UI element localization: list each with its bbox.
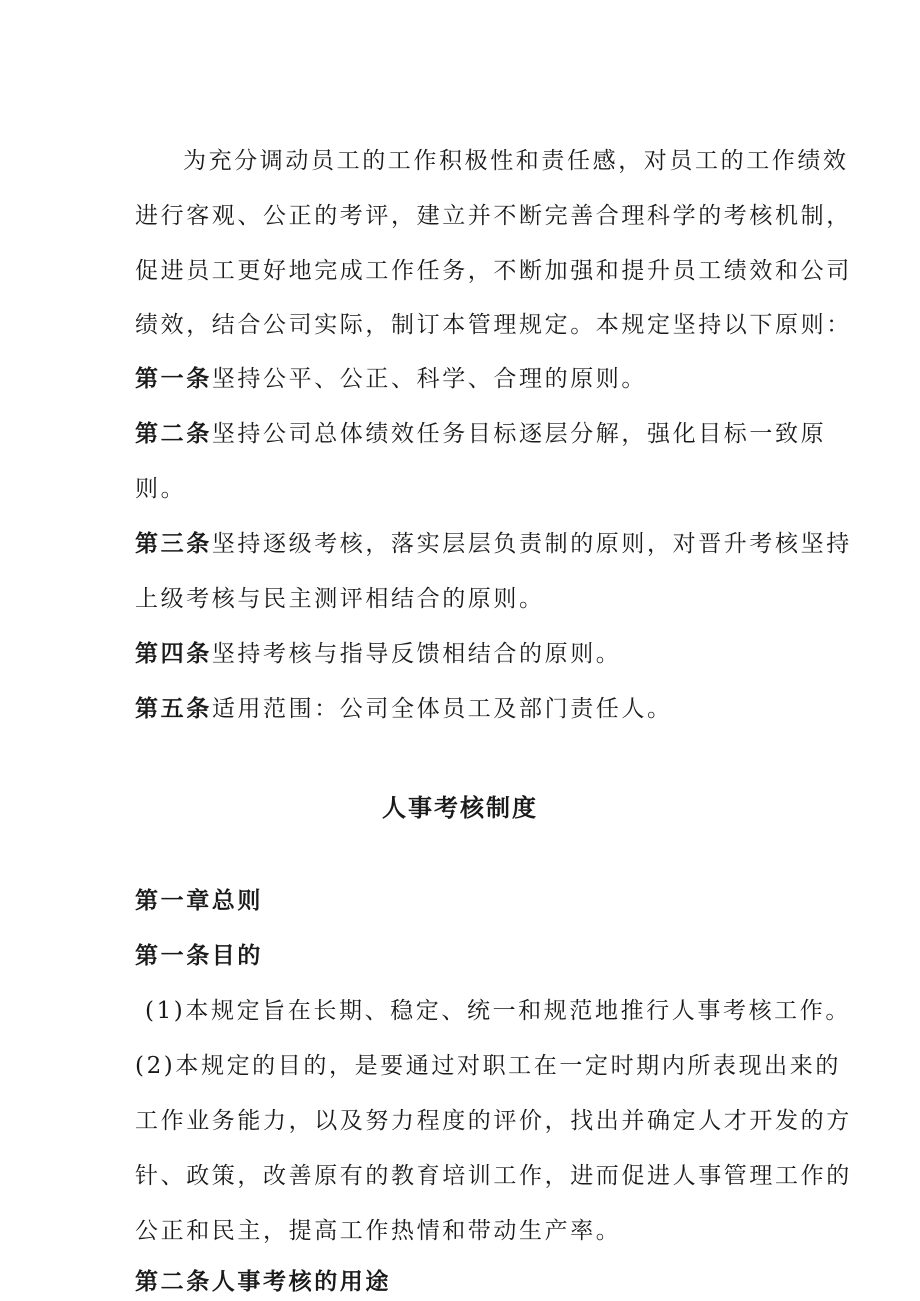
article-2-continued: 则。 — [135, 476, 187, 502]
chapter-heading: 第一章总则 — [135, 887, 263, 914]
intro-line-2: 进行客观、公正的考评，建立并不断完善合理科学的考核机制， — [135, 203, 852, 229]
article-5-text: 适用范围：公司全体员工及部门责任人。 — [211, 696, 673, 722]
purpose-item-2-line-2: 工作业务能力，以及努力程度的评价，找出并确定人才开发的方 — [135, 1108, 852, 1134]
intro-line-4: 绩效，结合公司实际，制订本管理规定。本规定坚持以下原则： — [135, 312, 852, 338]
article-5 — [135, 694, 795, 724]
article-3-continued: 上级考核与民主测评相结合的原则。 — [135, 586, 545, 612]
article-heading-usage: 第二条人事考核的用途 — [135, 1268, 391, 1295]
purpose-item-2-line-1: (2)本规定的目的，是要通过对职工在一定时期内所表现出来的 — [135, 1053, 841, 1079]
document-title: 人事考核制度 — [382, 793, 538, 822]
article-3-label: 第三条 — [135, 530, 212, 557]
article-4-label: 第四条 — [135, 640, 212, 667]
article-2 — [135, 419, 827, 449]
article-heading-purpose: 第一条目的 — [135, 942, 263, 969]
intro-line-1: 为充分调动员工的工作积极性和责任感，对员工的工作绩效 — [183, 148, 849, 174]
purpose-item-1: (1)本规定旨在长期、稳定、统一和规范地推行人事考核工作。 — [145, 998, 851, 1024]
article-1-label: 第一条 — [135, 365, 212, 392]
purpose-item-2-line-4: 公正和民主，提高工作热情和带动生产率。 — [135, 1218, 622, 1244]
article-3-text: 坚持逐级考核，落实层层负责制的原则，对晋升考核坚持 — [211, 531, 852, 557]
purpose-item-2-line-3: 针、政策，改善原有的教育培训工作，进而促进人事管理工作的 — [135, 1163, 852, 1189]
article-1-text: 坚持公平、公正、科学、合理的原则。 — [211, 366, 648, 392]
article-4-text: 坚持考核与指导反馈相结合的原则。 — [211, 641, 622, 667]
intro-line-3: 促进员工更好地完成工作任务，不断加强和提升员工绩效和公司 — [135, 258, 852, 284]
article-4 — [135, 639, 795, 669]
article-3 — [135, 529, 852, 559]
article-2-text: 坚持公司总体绩效任务目标逐层分解，强化目标一致原 — [211, 421, 827, 447]
article-2-label: 第二条 — [135, 420, 212, 447]
article-1 — [135, 364, 795, 394]
article-5-label: 第五条 — [135, 695, 212, 722]
